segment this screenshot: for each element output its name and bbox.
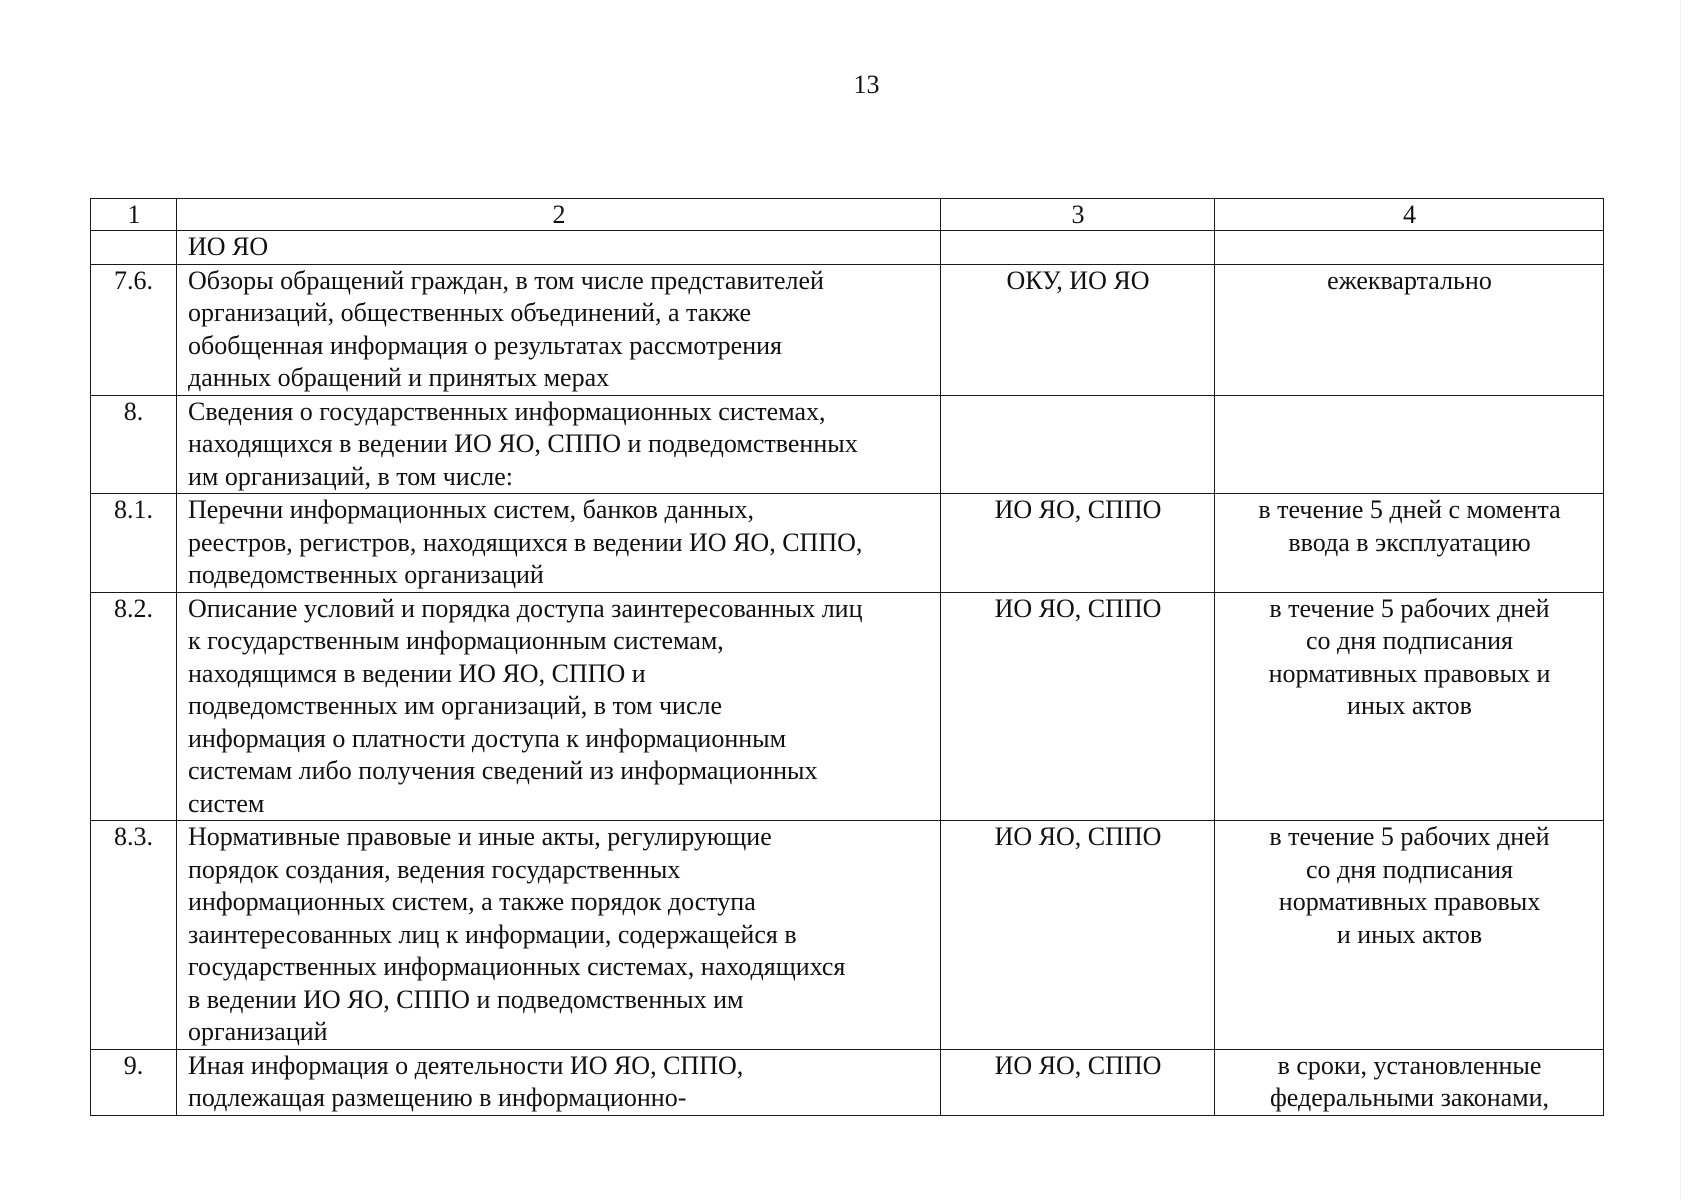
responsible-cell: [941, 494, 1215, 593]
description-cell-line: информационных систем, а также порядок доступа: [188, 887, 756, 916]
description-cell-line: подведомственных им организаций, в том числе: [188, 691, 723, 720]
deadline-cell-line: в течение 5 рабочих дней: [1269, 822, 1550, 851]
description-cell: [177, 231, 941, 265]
description-cell-line: находящихся в ведении ИО ЯО, СППО и подведомственных: [188, 429, 858, 458]
description-cell-line: в ведении ИО ЯО, СППО и подведомственных им: [188, 984, 744, 1014]
description-cell: [177, 592, 941, 821]
table-row: [91, 494, 1604, 593]
header-cell-4: 4: [1215, 199, 1604, 231]
scan-margin-line: [1680, 0, 1681, 1200]
table-row: [91, 231, 1604, 265]
description-cell-line: Перечни информационных систем, банков данных,: [188, 495, 755, 524]
document-table: [90, 198, 1604, 1116]
deadline-cell-line: со дня подписания: [1305, 626, 1514, 655]
deadline-cell: [1215, 494, 1604, 593]
description-cell: [177, 1049, 941, 1115]
deadline-cell: [1215, 1049, 1604, 1115]
deadline-cell-line: в течение 5 дней с момента: [1258, 495, 1561, 524]
responsible-cell-line: ИО ЯО, СППО: [994, 495, 1162, 524]
deadline-cell: [1215, 395, 1604, 494]
page-number: 13: [853, 70, 880, 99]
responsible-cell-line: ОКУ, ИО ЯО: [1006, 265, 1150, 295]
deadline-cell-line: и иных актов: [1336, 919, 1483, 949]
header-cell-1: 1: [91, 199, 177, 231]
responsible-cell: [941, 1049, 1215, 1115]
description-cell-line: данных обращений и принятых мерах: [188, 363, 610, 392]
description-cell-line: Иная информация о деятельности ИО ЯО, СППО,: [188, 1050, 744, 1080]
description-cell: [177, 494, 941, 593]
table-row: [91, 395, 1604, 494]
row-number-cell: 8.3.: [91, 821, 177, 1050]
responsible-cell: [941, 821, 1215, 1050]
description-cell-line: Нормативные правовые и иные акты, регулирующие: [188, 822, 772, 851]
header-cell-2: 2: [177, 199, 941, 231]
description-cell: [177, 821, 941, 1050]
responsible-cell-line: ИО ЯО, СППО: [994, 822, 1162, 851]
description-cell-line: подведомственных организаций: [188, 560, 544, 589]
description-cell-line: организаций: [188, 1017, 328, 1046]
deadline-cell-line: ежеквартально: [1327, 265, 1492, 295]
description-cell-line: находящимся в ведении ИО ЯО, СППО и: [188, 658, 646, 688]
table-row: [91, 264, 1604, 395]
description-cell-line: информация о платности доступа к информационным: [188, 723, 787, 753]
deadline-cell: [1215, 821, 1604, 1050]
row-number-cell: 8.2.: [91, 592, 177, 821]
description-cell: [177, 264, 941, 395]
description-cell-line: реестров, регистров, находящихся в ведении ИО ЯО, СППО,: [188, 527, 863, 557]
row-number-cell: 7.6.: [91, 264, 177, 395]
description-cell-line: им организаций, в том числе:: [188, 461, 513, 491]
description-cell-line: государственных информационных системах, находящихся: [188, 952, 846, 981]
responsible-cell-line: ИО ЯО, СППО: [994, 1050, 1162, 1080]
table-header-row: [91, 199, 1604, 231]
responsible-cell: [941, 395, 1215, 494]
header-cell-3: 3: [941, 199, 1215, 231]
deadline-cell-line: нормативных правовых: [1278, 887, 1541, 916]
deadline-cell-line: со дня подписания: [1305, 854, 1514, 884]
table-body: [91, 199, 1604, 1116]
deadline-cell-line: федеральными законами,: [1269, 1083, 1550, 1112]
deadline-cell-line: в течение 5 рабочих дней: [1269, 593, 1550, 623]
description-cell-line: к государственным информационным системам,: [188, 626, 724, 655]
description-cell-line: систем: [188, 788, 265, 818]
deadline-cell-line: нормативных правовых и: [1268, 658, 1551, 688]
description-cell-line: Сведения о государственных информационных системах,: [188, 396, 826, 426]
description-cell: [177, 395, 941, 494]
deadline-cell: [1215, 592, 1604, 821]
row-number-cell: 8.1.: [91, 494, 177, 593]
row-number-cell: [91, 231, 177, 265]
deadline-cell-line: иных актов: [1347, 691, 1472, 720]
description-cell-line: Описание условий и порядка доступа заинтересованных лиц: [188, 593, 863, 623]
row-number-cell: 8.: [91, 395, 177, 494]
description-cell-line: обобщенная информация о результатах рассмотрения: [188, 330, 783, 360]
description-cell-line: заинтересованных лиц к информации, содержащейся в: [188, 919, 797, 949]
description-cell-line: системам либо получения сведений из информационных: [188, 756, 818, 785]
description-cell-line: порядок создания, ведения государственных: [188, 854, 681, 884]
table-row: [91, 592, 1604, 821]
responsible-cell: [941, 231, 1215, 265]
description-cell-line: подлежащая размещению в информационно-: [188, 1083, 687, 1112]
description-cell-line: Обзоры обращений граждан, в том числе представителей: [188, 265, 824, 295]
table-row: [91, 821, 1604, 1050]
responsible-cell: [941, 264, 1215, 395]
table-row: [91, 1049, 1604, 1115]
description-cell-line: ИО ЯО: [188, 232, 269, 261]
deadline-cell: [1215, 231, 1604, 265]
row-number-cell: 9.: [91, 1049, 177, 1115]
responsible-cell-line: ИО ЯО, СППО: [994, 593, 1162, 623]
deadline-cell-line: ввода в эксплуатацию: [1288, 527, 1531, 557]
description-cell-line: организаций, общественных объединений, а также: [188, 298, 751, 327]
responsible-cell: [941, 592, 1215, 821]
deadline-cell: [1215, 264, 1604, 395]
deadline-cell-line: в сроки, установленные: [1277, 1050, 1542, 1080]
